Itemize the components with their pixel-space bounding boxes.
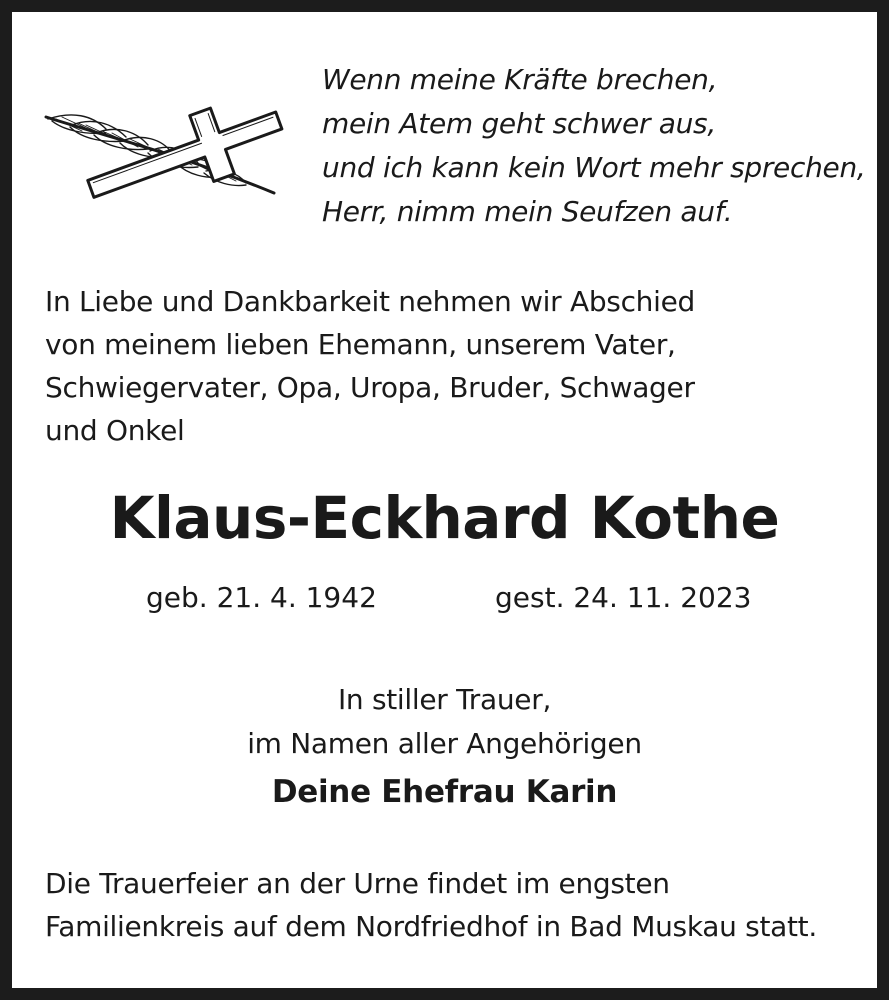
palm-frond-and-cross-icon xyxy=(42,105,297,200)
birth-date: geb. 21. 4. 1942 xyxy=(146,581,377,614)
poem-line: und ich kann kein Wort mehr sprechen, xyxy=(322,151,866,184)
poem-line: Herr, nimm mein Seufzen auf. xyxy=(322,195,733,228)
signer-name: Deine Ehefrau Karin xyxy=(271,774,618,810)
farewell-line: und Onkel xyxy=(45,414,185,447)
farewell-line: In Liebe und Dankbarkeit nehmen wir Abschied xyxy=(45,285,695,318)
deceased-name: Klaus-Eckhard Kothe xyxy=(109,484,780,552)
poem-line: mein Atem geht schwer aus, xyxy=(322,107,716,140)
ceremony-line: Familienkreis auf dem Nordfriedhof in Bad Muskau statt. xyxy=(45,910,817,943)
mourning-line: im Namen aller Angehörigen xyxy=(247,727,642,760)
mourning-text xyxy=(0,678,889,766)
farewell-line: Schwiegervater, Opa, Uropa, Bruder, Schwager xyxy=(45,371,695,404)
farewell-text xyxy=(45,280,695,452)
mourning-line: In stiller Trauer, xyxy=(337,683,552,716)
death-date: gest. 24. 11. 2023 xyxy=(495,581,752,614)
poem-line: Wenn meine Kräfte brechen, xyxy=(322,63,718,96)
ceremony-line: Die Trauerfeier an der Urne findet im engsten xyxy=(45,867,670,900)
poem-verse xyxy=(322,58,866,234)
ceremony-notice xyxy=(45,862,817,948)
farewell-line: von meinem lieben Ehemann, unserem Vater, xyxy=(45,328,676,361)
